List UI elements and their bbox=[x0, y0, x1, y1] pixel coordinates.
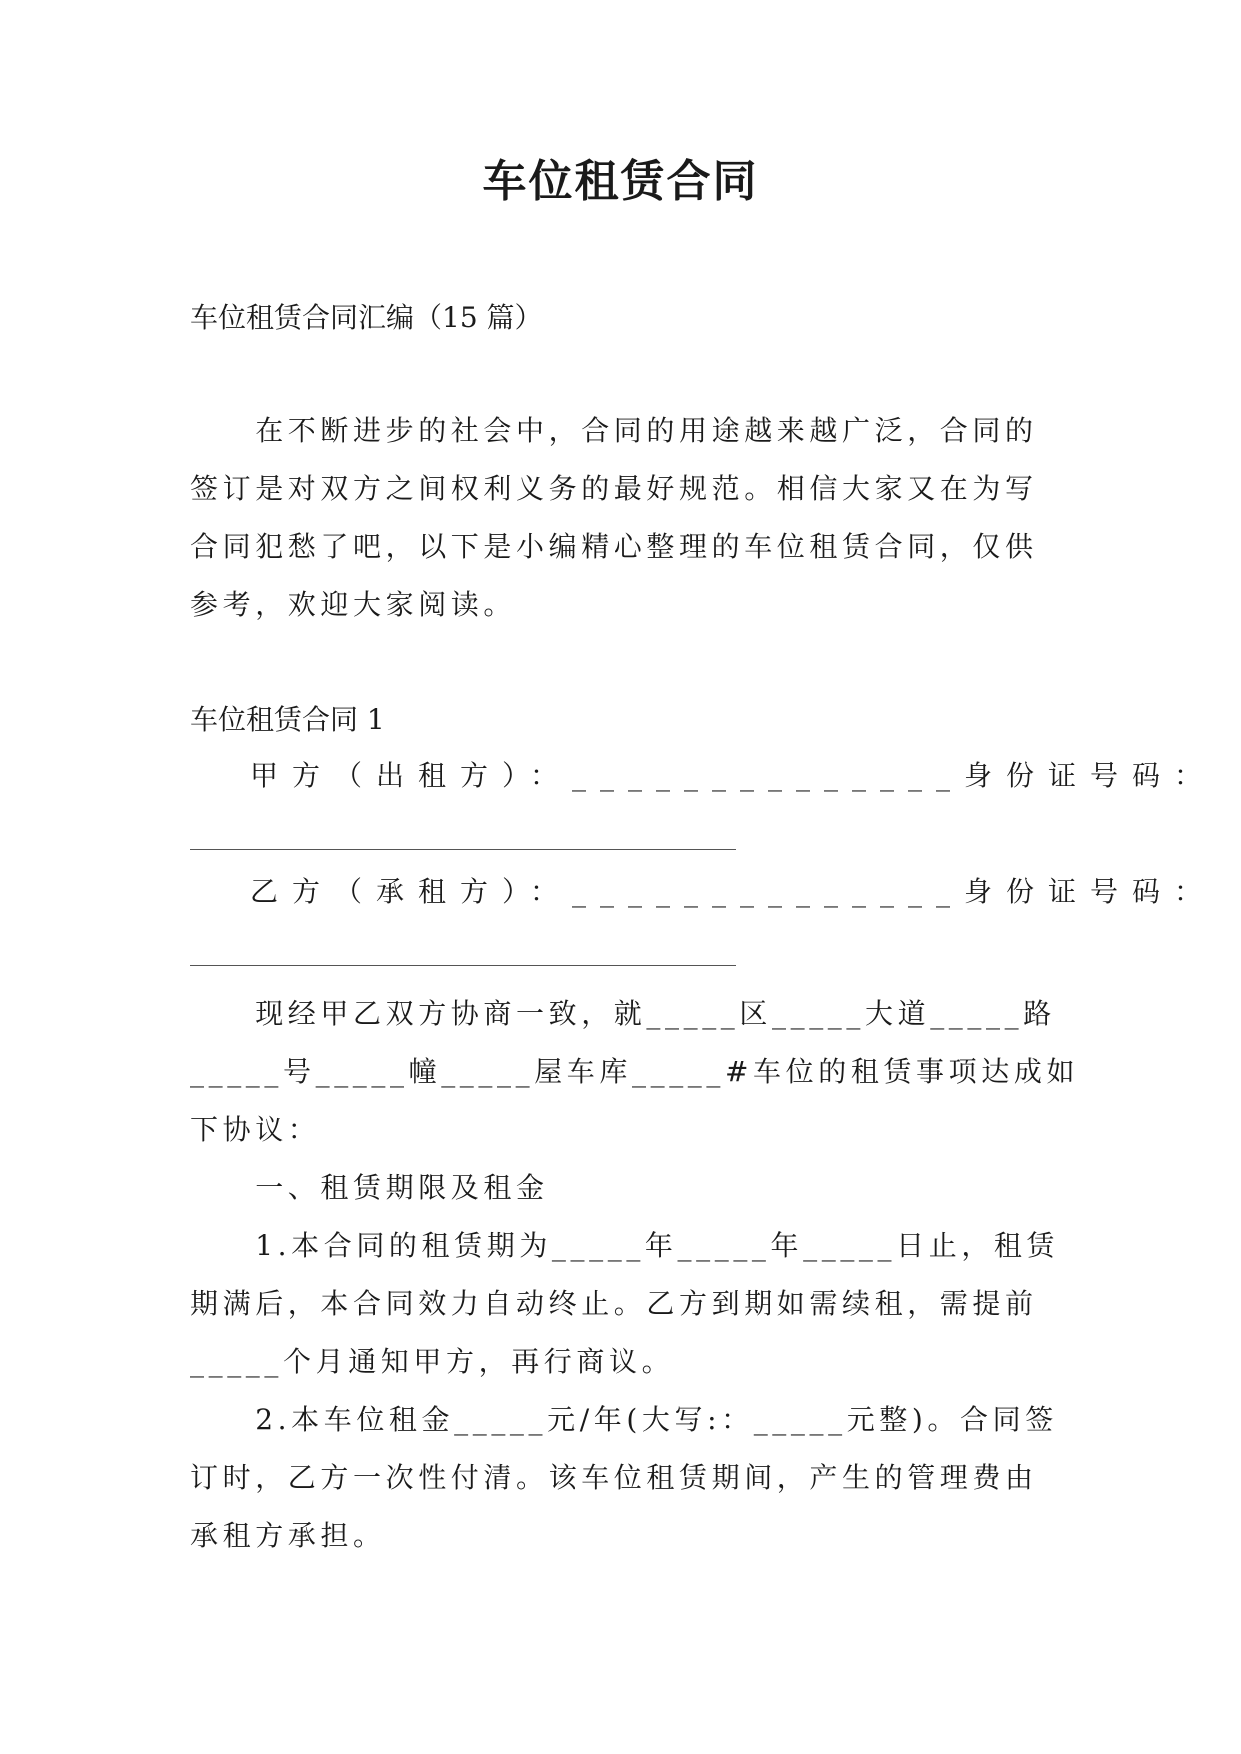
intro-line: 在不断进步的社会中，合同的用途越来越广泛，合同的 bbox=[190, 414, 1038, 447]
section-heading: 车位租赁合同 1 bbox=[190, 703, 385, 736]
body-line: 2.本车位租金_____元/年(大写:：_____元整)。合同签 bbox=[190, 1403, 1058, 1436]
document-subtitle: 车位租赁合同汇编（15 篇） bbox=[190, 301, 543, 334]
party-a-id-blank bbox=[190, 849, 736, 850]
party-b-id-blank bbox=[190, 965, 736, 966]
party-a-line: 甲方（出租方）：______________身份证号码： bbox=[208, 759, 1217, 792]
body-line: 订时，乙方一次性付清。该车位租赁期间，产生的管理费由 bbox=[190, 1461, 1038, 1494]
document-title: 车位租赁合同 bbox=[482, 156, 759, 207]
body-line: 下协议： bbox=[190, 1113, 321, 1146]
party-b-line: 乙方（承租方）：______________身份证号码： bbox=[208, 875, 1217, 908]
intro-line: 签订是对双方之间权利义务的最好规范。相信大家又在为写 bbox=[190, 472, 1038, 505]
body-line: 1.本合同的租赁期为_____年_____年_____日止，租赁 bbox=[190, 1229, 1060, 1262]
body-line: 现经甲乙双方协商一致，就_____区_____大道_____路 bbox=[190, 997, 1056, 1030]
body-line: _____号_____幢_____屋车库_____#车位的租赁事项达成如 bbox=[190, 1055, 1080, 1088]
body-line: _____个月通知甲方，再行商议。 bbox=[190, 1345, 675, 1378]
body-line: 承租方承担。 bbox=[190, 1519, 386, 1552]
body-line: 期满后，本合同效力自动终止。乙方到期如需续租，需提前 bbox=[190, 1287, 1038, 1320]
clause-heading: 一、租赁期限及租金 bbox=[190, 1171, 549, 1204]
intro-line: 参考，欢迎大家阅读。 bbox=[190, 588, 517, 621]
intro-line: 合同犯愁了吧，以下是小编精心整理的车位租赁合同，仅供 bbox=[190, 530, 1038, 563]
